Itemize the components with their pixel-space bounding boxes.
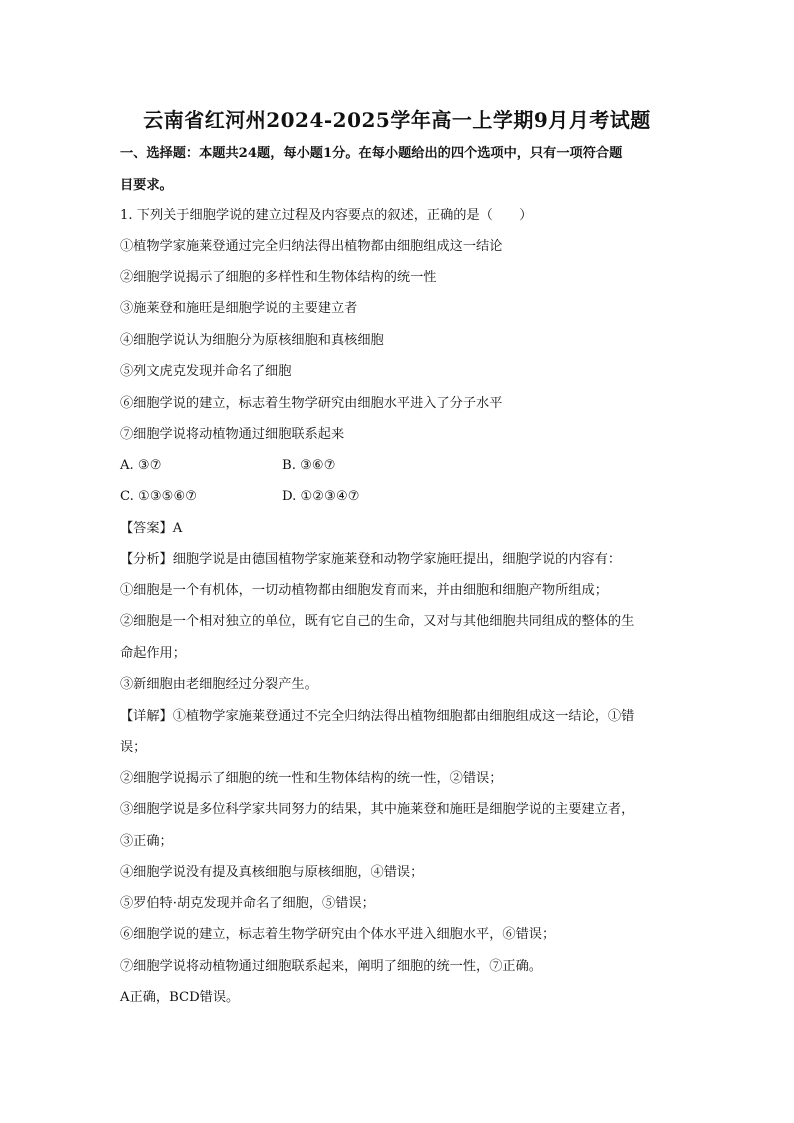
detail-line4: ③细胞学说是多位科学家共同努力的结果，其中施莱登和施旺是细胞学说的主要建立者，	[120, 802, 635, 817]
analysis-line2: ①细胞是一个有机体，一切动植物都由细胞发育而来，并由细胞和细胞产物所组成；	[120, 583, 608, 598]
statement-6: ⑥细胞学说的建立，标志着生物学研究由细胞水平进入了分子水平	[120, 396, 503, 411]
answer-line: 【答案】A	[120, 521, 183, 536]
analysis-line1: 【分析】细胞学说是由德国植物学家施莱登和动物学家施旺提出，细胞学说的内容有：	[120, 552, 622, 567]
statement-1: ①植物学家施莱登通过完全归纳法得出植物都由细胞组成这一结论	[120, 239, 503, 254]
detail-line5: ③正确；	[120, 834, 173, 849]
detail-line3: ②细胞学说揭示了细胞的统一性和生物体结构的统一性，②错误；	[120, 771, 503, 786]
question-stem: 1. 下列关于细胞学说的建立过程及内容要点的叙述，正确的是（ ）	[120, 208, 533, 223]
statement-3: ③施莱登和施旺是细胞学说的主要建立者	[120, 301, 358, 316]
detail-line6: ④细胞学说没有提及真核细胞与原核细胞，④错误；	[120, 865, 424, 880]
statement-7: ⑦细胞学说将动植物通过细胞联系起来	[120, 427, 345, 442]
document-title: 云南省红河州2024-2025学年高一上学期9月月考试题	[143, 108, 651, 132]
detail-line10: A正确，BCD错误。	[120, 990, 240, 1005]
detail-line7: ⑤罗伯特·胡克发现并命名了细胞，⑤错误；	[120, 896, 375, 911]
analysis-line5: ③新细胞由老细胞经过分裂产生。	[120, 677, 318, 692]
detail-line8: ⑥细胞学说的建立，标志着生物学研究由个体水平进入细胞水平，⑥错误；	[120, 927, 556, 942]
option-d: D. ①②③④⑦	[282, 489, 360, 504]
option-a: A. ③⑦	[120, 458, 162, 473]
option-b: B. ③⑥⑦	[282, 458, 336, 473]
option-c: C. ①③⑤⑥⑦	[120, 489, 198, 504]
statement-2: ②细胞学说揭示了细胞的多样性和生物体结构的统一性	[120, 270, 437, 285]
detail-line1: 【详解】①植物学家施莱登通过不完全归纳法得出植物细胞都由细胞组成这一结论，①错	[120, 709, 635, 724]
statement-4: ④细胞学说认为细胞分为原核细胞和真核细胞	[120, 333, 384, 348]
section-heading-line2: 目要求。	[120, 178, 173, 193]
statement-5: ⑤列文虎克发现并命名了细胞	[120, 364, 292, 379]
detail-line2: 误；	[120, 740, 147, 755]
section-heading-line1: 一、选择题：本题共24题，每小题1分。在每小题给出的四个选项中，只有一项符合题	[120, 146, 623, 161]
detail-line9: ⑦细胞学说将动植物通过细胞联系起来，阐明了细胞的统一性，⑦正确。	[120, 959, 542, 974]
analysis-line4: 命起作用；	[120, 646, 186, 661]
analysis-line3: ②细胞是一个相对独立的单位，既有它自己的生命，又对与其他细胞共同组成的整体的生	[120, 614, 635, 629]
